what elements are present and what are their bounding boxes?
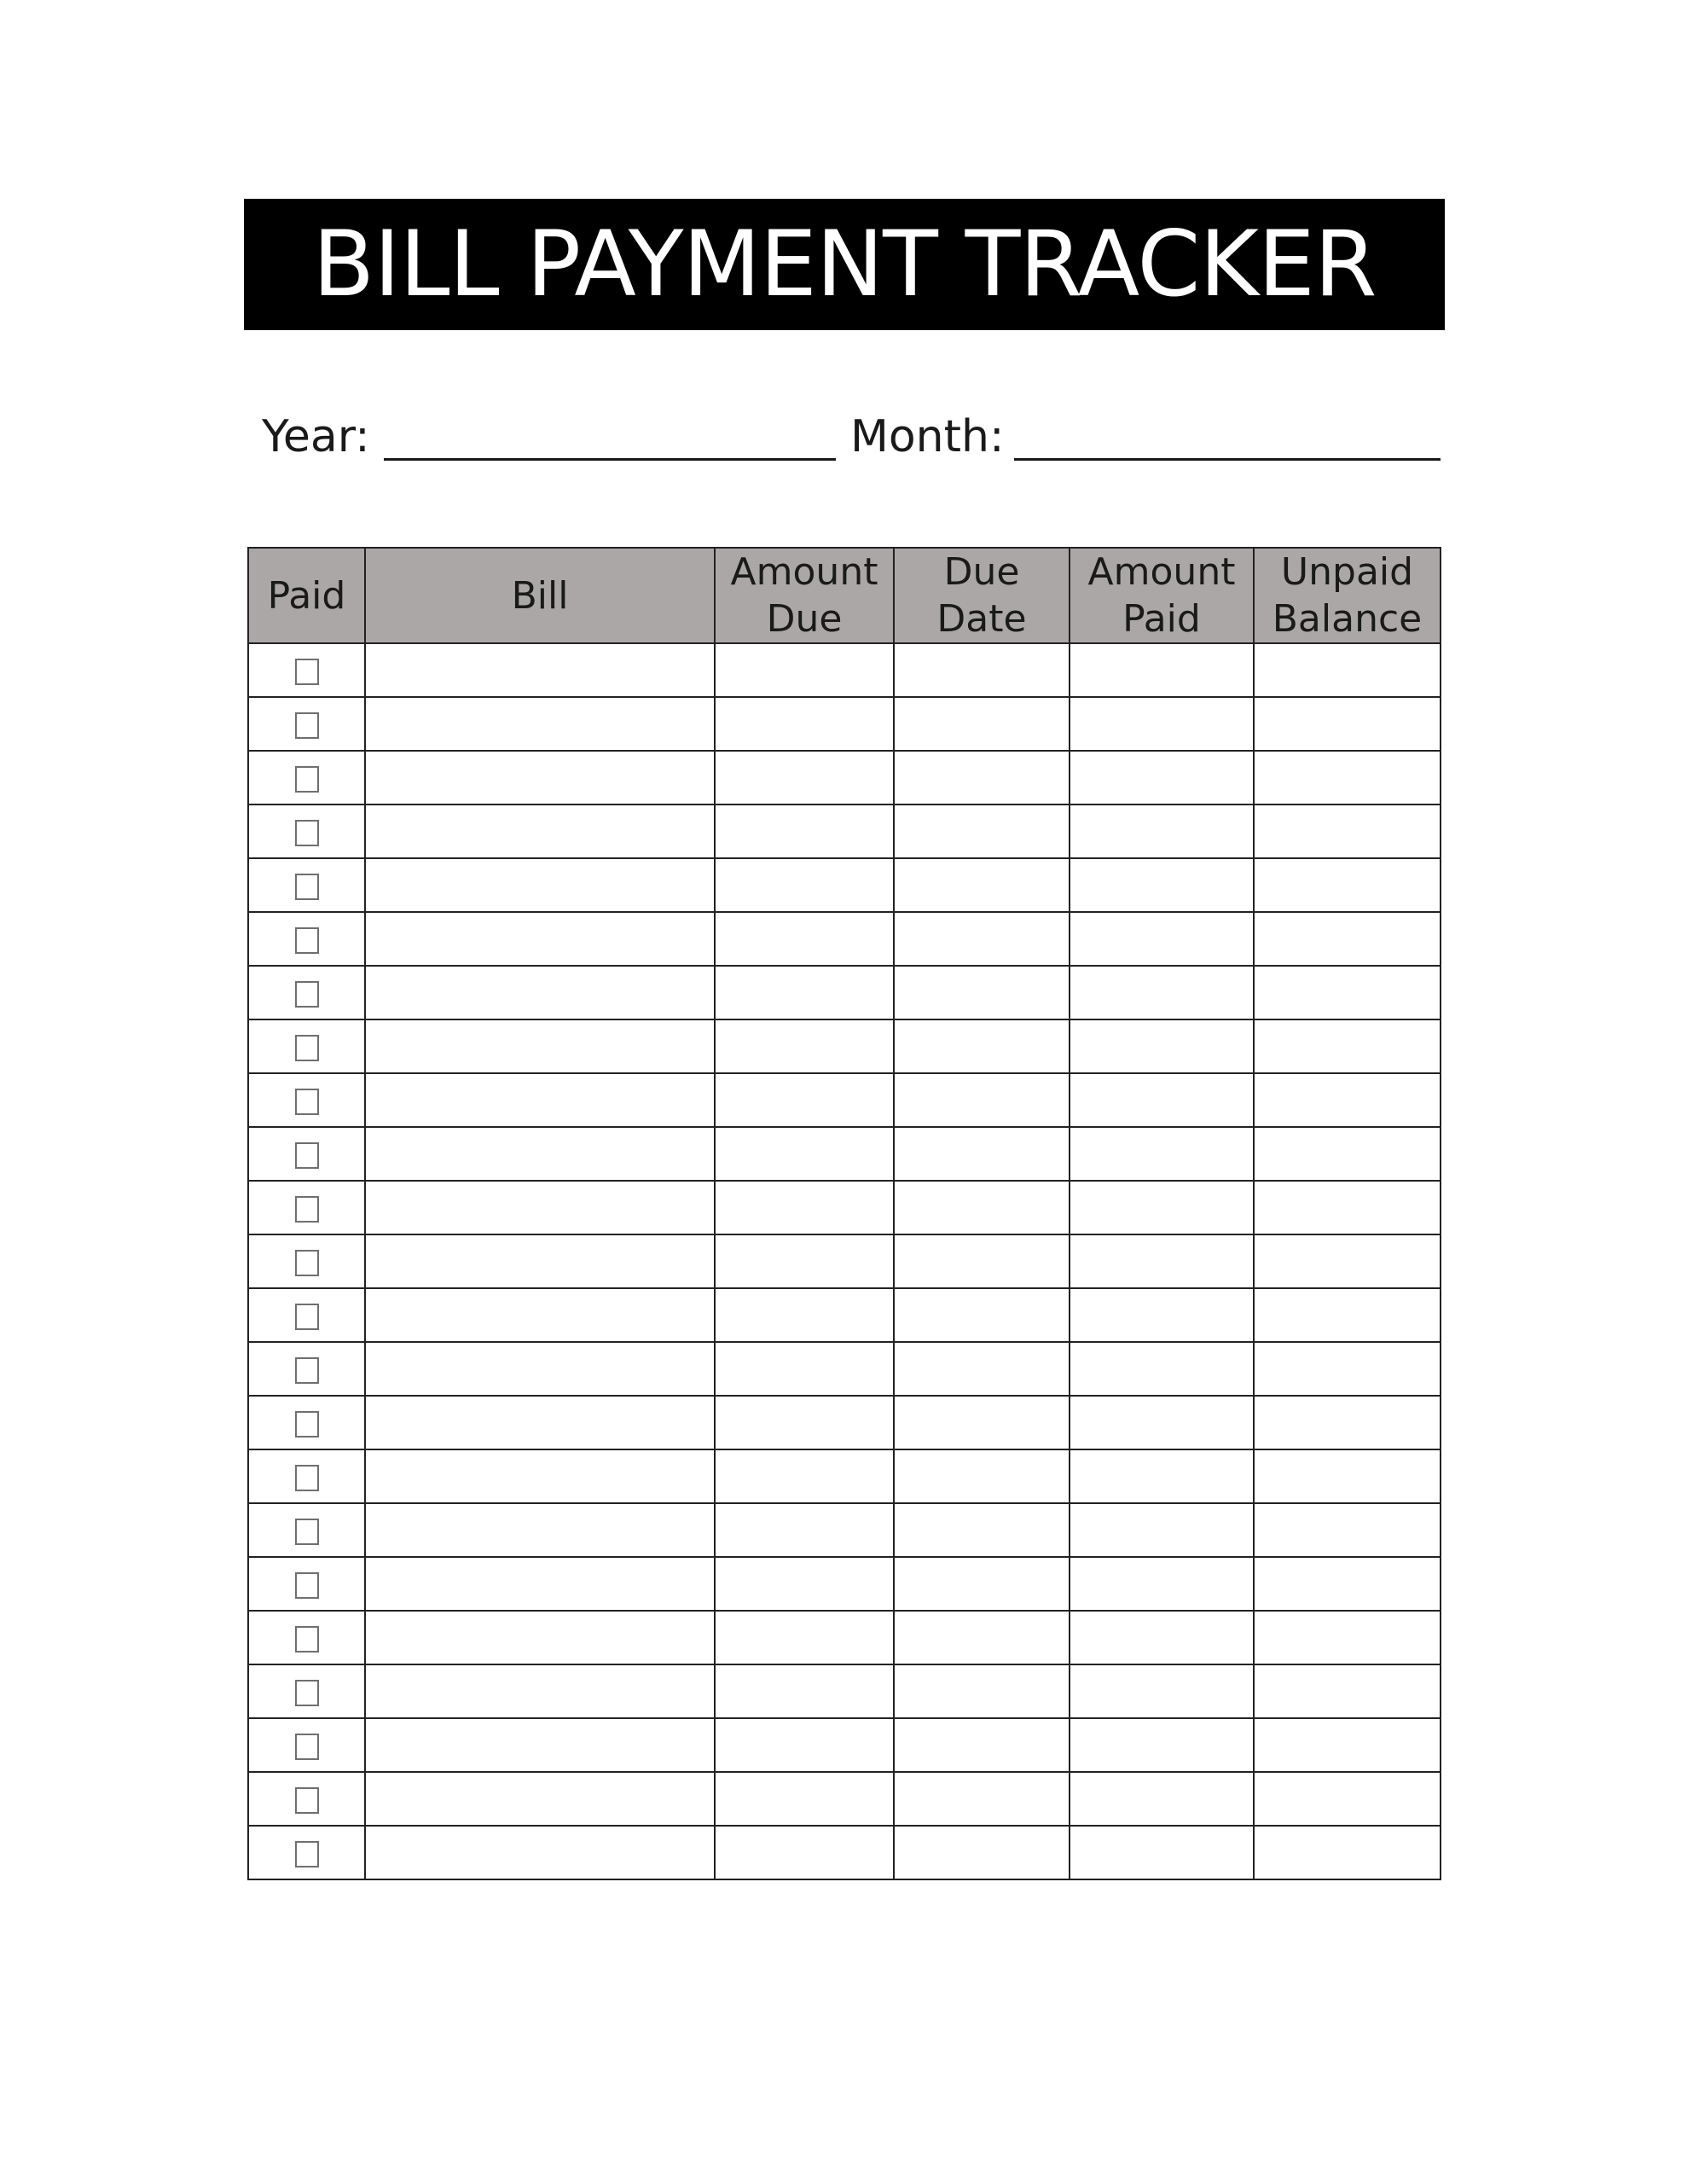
unpaid-balance-cell[interactable]	[1254, 1127, 1441, 1181]
amount-due-cell[interactable]	[715, 1019, 894, 1073]
paid-cell	[248, 1718, 365, 1772]
paid-checkbox[interactable]	[295, 1787, 319, 1814]
paid-cell	[248, 1611, 365, 1664]
year-label: Year:	[262, 411, 370, 462]
bill-cell[interactable]	[365, 966, 715, 1019]
header-unpaid-balance	[1254, 548, 1441, 643]
due-date-cell[interactable]	[894, 697, 1070, 751]
paid-checkbox[interactable]	[295, 1196, 319, 1223]
bill-cell[interactable]	[365, 912, 715, 966]
paid-cell	[248, 1664, 365, 1718]
paid-checkbox[interactable]	[295, 1465, 319, 1491]
due-date-cell[interactable]	[894, 1664, 1070, 1718]
amount-paid-cell[interactable]	[1070, 697, 1254, 751]
amount-paid-cell[interactable]	[1070, 1826, 1254, 1879]
amount-due-cell[interactable]	[715, 1772, 894, 1826]
bill-cell[interactable]	[365, 1664, 715, 1718]
bill-cell[interactable]	[365, 1449, 715, 1503]
table-row	[248, 1181, 1441, 1234]
amount-due-cell[interactable]	[715, 751, 894, 804]
paid-cell	[248, 697, 365, 751]
bill-cell[interactable]	[365, 1181, 715, 1234]
table-row	[248, 1019, 1441, 1073]
paid-cell	[248, 858, 365, 912]
paid-checkbox[interactable]	[295, 766, 319, 793]
header-amount-paid	[1070, 548, 1254, 643]
amount-due-cell[interactable]	[715, 912, 894, 966]
paid-checkbox[interactable]	[295, 1572, 319, 1599]
bill-cell[interactable]	[365, 1288, 715, 1342]
month-field[interactable]	[1014, 458, 1441, 461]
due-date-cell[interactable]	[894, 1234, 1070, 1288]
paid-cell	[248, 1127, 365, 1181]
unpaid-balance-cell[interactable]	[1254, 1181, 1441, 1234]
header-text: Date	[936, 597, 1027, 641]
month-label: Month:	[850, 411, 1005, 462]
table-row	[248, 643, 1441, 697]
amount-due-cell[interactable]	[715, 1396, 894, 1449]
header-text: Paid	[1122, 597, 1201, 641]
table-row	[248, 1664, 1441, 1718]
due-date-cell[interactable]	[894, 1073, 1070, 1127]
amount-due-cell[interactable]	[715, 697, 894, 751]
amount-paid-cell[interactable]	[1070, 1664, 1254, 1718]
paid-cell	[248, 1396, 365, 1449]
due-date-cell[interactable]	[894, 1557, 1070, 1611]
date-fields	[262, 408, 1441, 468]
paid-checkbox[interactable]	[295, 927, 319, 954]
unpaid-balance-cell[interactable]	[1254, 1772, 1441, 1826]
unpaid-balance-cell[interactable]	[1254, 1019, 1441, 1073]
paid-cell	[248, 1073, 365, 1127]
due-date-cell[interactable]	[894, 1503, 1070, 1557]
amount-paid-cell[interactable]	[1070, 1396, 1254, 1449]
table-row	[248, 804, 1441, 858]
amount-paid-cell[interactable]	[1070, 966, 1254, 1019]
paid-cell	[248, 966, 365, 1019]
amount-due-cell[interactable]	[715, 1073, 894, 1127]
paid-checkbox[interactable]	[295, 659, 319, 685]
paid-checkbox[interactable]	[295, 1035, 319, 1061]
header-text: Due	[943, 550, 1020, 594]
paid-cell	[248, 1181, 365, 1234]
paid-checkbox[interactable]	[295, 1304, 319, 1330]
amount-paid-cell[interactable]	[1070, 858, 1254, 912]
paid-checkbox[interactable]	[295, 1519, 319, 1545]
due-date-cell[interactable]	[894, 1718, 1070, 1772]
amount-due-cell[interactable]	[715, 1234, 894, 1288]
table-body	[248, 643, 1441, 1879]
amount-paid-cell[interactable]	[1070, 1611, 1254, 1664]
amount-paid-cell[interactable]	[1070, 1181, 1254, 1234]
paid-cell	[248, 804, 365, 858]
bill-cell[interactable]	[365, 1826, 715, 1879]
unpaid-balance-cell[interactable]	[1254, 1234, 1441, 1288]
due-date-cell[interactable]	[894, 804, 1070, 858]
table-row	[248, 1503, 1441, 1557]
unpaid-balance-cell[interactable]	[1254, 1718, 1441, 1772]
table-row	[248, 1073, 1441, 1127]
table-row	[248, 858, 1441, 912]
amount-paid-cell[interactable]	[1070, 1503, 1254, 1557]
paid-cell	[248, 1288, 365, 1342]
table-row	[248, 1718, 1441, 1772]
unpaid-balance-cell[interactable]	[1254, 966, 1441, 1019]
header-text: Amount	[1087, 550, 1236, 594]
paid-checkbox[interactable]	[295, 1411, 319, 1438]
amount-due-cell[interactable]	[715, 1288, 894, 1342]
due-date-cell[interactable]	[894, 1396, 1070, 1449]
amount-due-cell[interactable]	[715, 643, 894, 697]
paid-checkbox[interactable]	[295, 1841, 319, 1867]
table-row	[248, 1449, 1441, 1503]
amount-paid-cell[interactable]	[1070, 1718, 1254, 1772]
paid-cell	[248, 912, 365, 966]
amount-due-cell[interactable]	[715, 1664, 894, 1718]
year-field[interactable]	[384, 458, 836, 461]
paid-checkbox[interactable]	[295, 1089, 319, 1115]
amount-due-cell[interactable]	[715, 1449, 894, 1503]
bill-tracker-table	[247, 547, 1441, 1880]
amount-due-cell[interactable]	[715, 858, 894, 912]
due-date-cell[interactable]	[894, 1826, 1070, 1879]
unpaid-balance-cell[interactable]	[1254, 1503, 1441, 1557]
bill-cell[interactable]	[365, 1718, 715, 1772]
header-text: Amount	[730, 550, 878, 594]
amount-paid-cell[interactable]	[1070, 751, 1254, 804]
bill-cell[interactable]	[365, 1073, 715, 1127]
paid-checkbox[interactable]	[295, 981, 319, 1008]
table-row	[248, 1234, 1441, 1288]
unpaid-balance-cell[interactable]	[1254, 912, 1441, 966]
amount-due-cell[interactable]	[715, 1503, 894, 1557]
paid-cell	[248, 1019, 365, 1073]
unpaid-balance-cell[interactable]	[1254, 643, 1441, 697]
unpaid-balance-cell[interactable]	[1254, 697, 1441, 751]
header-paid	[248, 548, 365, 643]
amount-paid-cell[interactable]	[1070, 1557, 1254, 1611]
unpaid-balance-cell[interactable]	[1254, 1396, 1441, 1449]
due-date-cell[interactable]	[894, 858, 1070, 912]
unpaid-balance-cell[interactable]	[1254, 1826, 1441, 1879]
amount-paid-cell[interactable]	[1070, 1073, 1254, 1127]
paid-cell	[248, 1234, 365, 1288]
bill-cell[interactable]	[365, 1557, 715, 1611]
bill-cell[interactable]	[365, 1611, 715, 1664]
amount-due-cell[interactable]	[715, 1342, 894, 1396]
amount-paid-cell[interactable]	[1070, 1019, 1254, 1073]
table-row	[248, 966, 1441, 1019]
amount-paid-cell[interactable]	[1070, 1342, 1254, 1396]
unpaid-balance-cell[interactable]	[1254, 1664, 1441, 1718]
amount-due-cell[interactable]	[715, 1718, 894, 1772]
unpaid-balance-cell[interactable]	[1254, 1611, 1441, 1664]
unpaid-balance-cell[interactable]	[1254, 1288, 1441, 1342]
table-header-row	[248, 548, 1441, 643]
paid-cell	[248, 1557, 365, 1611]
amount-due-cell[interactable]	[715, 1826, 894, 1879]
paid-checkbox[interactable]	[295, 1680, 319, 1706]
table-row	[248, 1342, 1441, 1396]
paid-checkbox[interactable]	[295, 1734, 319, 1760]
unpaid-balance-cell[interactable]	[1254, 1557, 1441, 1611]
paid-cell	[248, 643, 365, 697]
due-date-cell[interactable]	[894, 1449, 1070, 1503]
bill-cell[interactable]	[365, 1234, 715, 1288]
header-text: Paid	[267, 573, 346, 618]
bill-cell[interactable]	[365, 1342, 715, 1396]
bill-cell[interactable]	[365, 1396, 715, 1449]
paid-cell	[248, 1449, 365, 1503]
bill-cell[interactable]	[365, 1503, 715, 1557]
amount-paid-cell[interactable]	[1070, 1127, 1254, 1181]
bill-cell[interactable]	[365, 1019, 715, 1073]
table-row	[248, 1396, 1441, 1449]
amount-paid-cell[interactable]	[1070, 1449, 1254, 1503]
bill-cell[interactable]	[365, 804, 715, 858]
table-row	[248, 697, 1441, 751]
header-due-date	[894, 548, 1070, 643]
paid-checkbox[interactable]	[295, 1626, 319, 1653]
unpaid-balance-cell[interactable]	[1254, 1342, 1441, 1396]
amount-due-cell[interactable]	[715, 1557, 894, 1611]
table-row	[248, 1772, 1441, 1826]
amount-due-cell[interactable]	[715, 1181, 894, 1234]
amount-paid-cell[interactable]	[1070, 912, 1254, 966]
amount-paid-cell[interactable]	[1070, 1772, 1254, 1826]
unpaid-balance-cell[interactable]	[1254, 1073, 1441, 1127]
paid-cell	[248, 1342, 365, 1396]
amount-paid-cell[interactable]	[1070, 1234, 1254, 1288]
paid-checkbox[interactable]	[295, 712, 319, 739]
title-banner	[244, 199, 1445, 330]
paid-cell	[248, 1826, 365, 1879]
unpaid-balance-cell[interactable]	[1254, 1449, 1441, 1503]
bill-cell[interactable]	[365, 1772, 715, 1826]
amount-paid-cell[interactable]	[1070, 1288, 1254, 1342]
paid-cell	[248, 1772, 365, 1826]
due-date-cell[interactable]	[894, 1342, 1070, 1396]
table-row	[248, 751, 1441, 804]
due-date-cell[interactable]	[894, 1181, 1070, 1234]
header-bill	[365, 548, 715, 643]
amount-due-cell[interactable]	[715, 966, 894, 1019]
unpaid-balance-cell[interactable]	[1254, 858, 1441, 912]
header-amount-due	[715, 548, 894, 643]
paid-checkbox[interactable]	[295, 874, 319, 900]
amount-due-cell[interactable]	[715, 1127, 894, 1181]
header-text: Balance	[1272, 597, 1423, 641]
paid-checkbox[interactable]	[295, 1357, 319, 1384]
paid-checkbox[interactable]	[295, 820, 319, 846]
bill-cell[interactable]	[365, 697, 715, 751]
header-text: Bill	[511, 573, 569, 618]
due-date-cell[interactable]	[894, 1611, 1070, 1664]
paid-cell	[248, 1503, 365, 1557]
amount-paid-cell[interactable]	[1070, 643, 1254, 697]
header-text: Unpaid	[1280, 550, 1414, 594]
bill-cell[interactable]	[365, 1127, 715, 1181]
amount-due-cell[interactable]	[715, 804, 894, 858]
table-row	[248, 1557, 1441, 1611]
table-row	[248, 1826, 1441, 1879]
amount-due-cell[interactable]	[715, 1611, 894, 1664]
table-row	[248, 1288, 1441, 1342]
table-row	[248, 912, 1441, 966]
due-date-cell[interactable]	[894, 1019, 1070, 1073]
paid-checkbox[interactable]	[295, 1250, 319, 1276]
due-date-cell[interactable]	[894, 912, 1070, 966]
bill-cell[interactable]	[365, 643, 715, 697]
header-text: Due	[766, 597, 843, 641]
unpaid-balance-cell[interactable]	[1254, 751, 1441, 804]
due-date-cell[interactable]	[894, 966, 1070, 1019]
due-date-cell[interactable]	[894, 1772, 1070, 1826]
page-title: BILL PAYMENT TRACKER	[312, 212, 1377, 317]
due-date-cell[interactable]	[894, 643, 1070, 697]
due-date-cell[interactable]	[894, 1288, 1070, 1342]
table-row	[248, 1611, 1441, 1664]
bill-cell[interactable]	[365, 858, 715, 912]
due-date-cell[interactable]	[894, 751, 1070, 804]
bill-cell[interactable]	[365, 751, 715, 804]
unpaid-balance-cell[interactable]	[1254, 804, 1441, 858]
paid-cell	[248, 751, 365, 804]
table-row	[248, 1127, 1441, 1181]
paid-checkbox[interactable]	[295, 1142, 319, 1169]
amount-paid-cell[interactable]	[1070, 804, 1254, 858]
due-date-cell[interactable]	[894, 1127, 1070, 1181]
